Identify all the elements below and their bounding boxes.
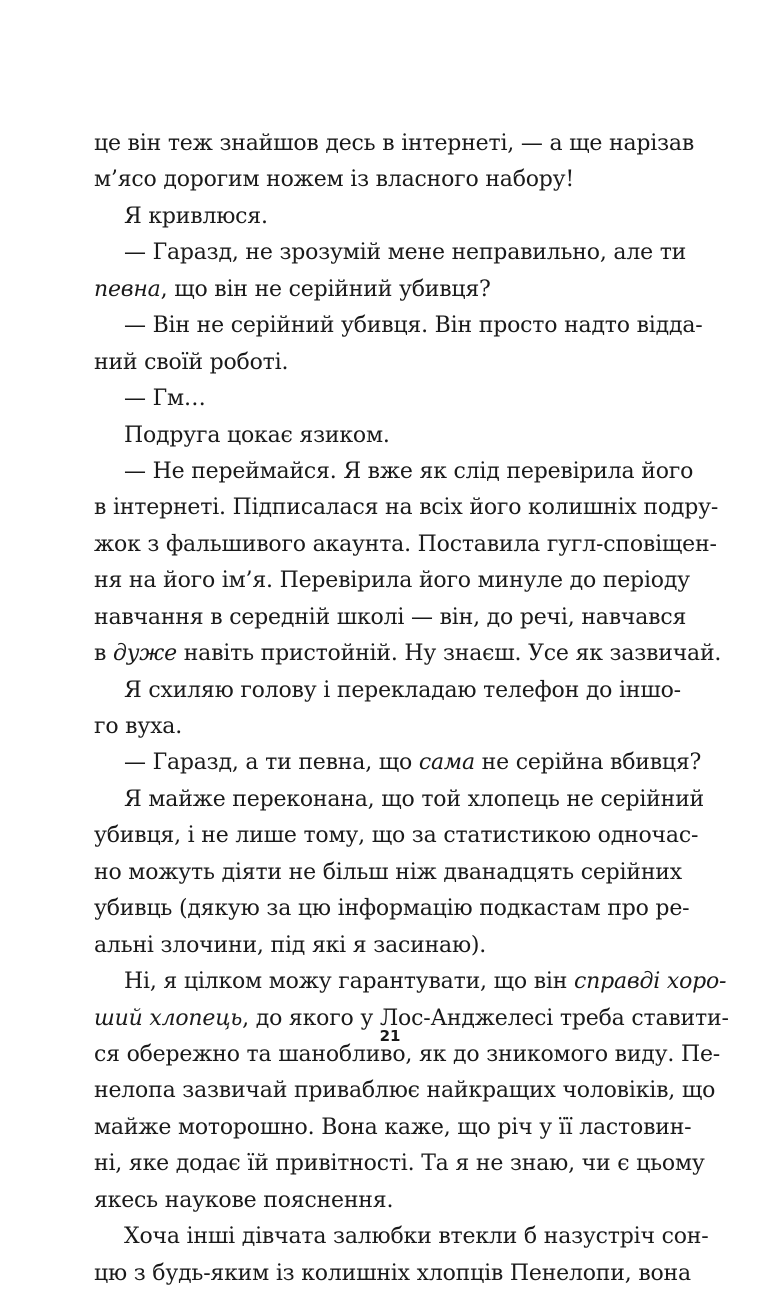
text-line xyxy=(94,235,687,271)
text-segment: нелопа зазвичай приваблює найкращих чоловіків, що xyxy=(94,1078,716,1104)
text-line xyxy=(94,381,659,417)
text-segment: жок з фальшивого акаунта. Поставила гугл-сповіщен- xyxy=(94,531,717,557)
text-segment: Ні, я цілком можу гарантувати, що він xyxy=(124,969,574,995)
text-segment: це він теж знайшов десь в інтернеті, — а ще нарізав xyxy=(94,131,695,156)
text-line xyxy=(94,490,719,526)
italic-text: певна xyxy=(94,276,161,302)
page-number: 21 xyxy=(379,1027,401,1045)
text-line xyxy=(94,1183,659,1219)
body-text xyxy=(94,126,729,1292)
text-line xyxy=(94,563,690,599)
text-line xyxy=(94,782,705,818)
text-line xyxy=(94,272,659,308)
text-segment: убивць (дякую за цю інформацію подкастам про ре- xyxy=(94,896,690,922)
text-segment: Я кривлюся. xyxy=(124,203,268,229)
text-segment: — Гаразд, а ти певна, що xyxy=(124,750,419,776)
text-segment: цю з будь-яким із колишніх хлопців Пенелопи, вона xyxy=(94,1260,691,1286)
text-segment: , до якого у Лос-Анджелесі треба ставити- xyxy=(242,1005,729,1031)
text-line xyxy=(94,418,659,454)
text-segment: навіть пристойній. Ну знаєш. Усе як зазвичай. xyxy=(176,641,722,667)
text-line xyxy=(94,818,699,854)
text-segment: майже моторошно. Вона каже, що річ у її ластовин- xyxy=(94,1114,692,1140)
text-line xyxy=(94,673,681,709)
text-segment: Подруга цокає язиком. xyxy=(124,422,390,448)
text-segment: в інтернеті. Підписалася на всіх його колишніх подру- xyxy=(94,495,719,521)
text-line xyxy=(94,1110,692,1146)
text-segment: — Він не серійний убивця. Він просто надто відда- xyxy=(124,313,703,339)
text-line xyxy=(94,1256,691,1292)
italic-text: ший хлопець xyxy=(94,1005,243,1031)
text-segment: но можуть діяти не більш ніж дванадцять серійних xyxy=(94,859,682,885)
text-line xyxy=(94,928,659,964)
italic-text: дуже xyxy=(112,641,177,667)
text-segment: в xyxy=(94,641,113,667)
text-line xyxy=(94,745,702,781)
text-line xyxy=(94,964,727,1000)
text-segment: — Гаразд, не зрозумій мене неправильно, але ти xyxy=(124,240,687,266)
text-segment: — Гм… xyxy=(124,386,206,412)
text-segment: якесь наукове пояснення. xyxy=(94,1187,394,1213)
text-segment: не серійна вбивця? xyxy=(474,750,702,776)
italic-text: сама xyxy=(418,750,475,776)
text-line xyxy=(94,345,659,381)
text-segment: го вуха. xyxy=(94,714,183,739)
text-segment: — Не переймайся. Я вже як слід перевірила його xyxy=(124,458,694,484)
text-line xyxy=(94,855,682,891)
text-line xyxy=(94,308,703,344)
text-segment: Я майже переконана, що той хлопець не серійний xyxy=(124,786,705,812)
text-line xyxy=(94,891,690,927)
text-line xyxy=(94,162,659,198)
text-line xyxy=(94,527,717,563)
text-segment: навчання в середній школі — він, до речі, навчався xyxy=(94,604,687,630)
text-segment: Хоча інші дівчата залюбки втекли б назустріч сон- xyxy=(124,1224,709,1250)
text-segment: ня на його ім’я. Перевірила його минуле до періоду xyxy=(94,568,690,594)
text-line xyxy=(94,454,694,490)
text-line xyxy=(94,600,687,636)
text-segment: ний своїй роботі. xyxy=(94,349,289,375)
text-segment: ні, яке додає їй привітності. Та я не знаю, чи є цьому xyxy=(94,1151,705,1177)
text-segment: , що він не серійний убивця? xyxy=(160,276,491,302)
text-segment: убивця, і не лише тому, що за статистикою одночас- xyxy=(94,823,699,849)
text-segment: м’ясо дорогим ножем із власного набору! xyxy=(94,167,575,193)
text-line xyxy=(94,126,695,162)
text-segment: альні злочини, під які я засинаю). xyxy=(94,932,487,958)
text-line xyxy=(94,1146,705,1182)
text-line xyxy=(94,199,659,235)
text-segment: ся обережно та шанобливо, як до зникомого виду. Пе- xyxy=(94,1041,721,1067)
text-line xyxy=(94,709,659,745)
text-line xyxy=(94,1073,716,1109)
text-segment: Я схиляю голову і перекладаю телефон до іншо- xyxy=(124,677,681,703)
text-line xyxy=(94,636,722,672)
text-line xyxy=(94,1219,709,1255)
italic-text: справді хоро- xyxy=(574,969,727,995)
